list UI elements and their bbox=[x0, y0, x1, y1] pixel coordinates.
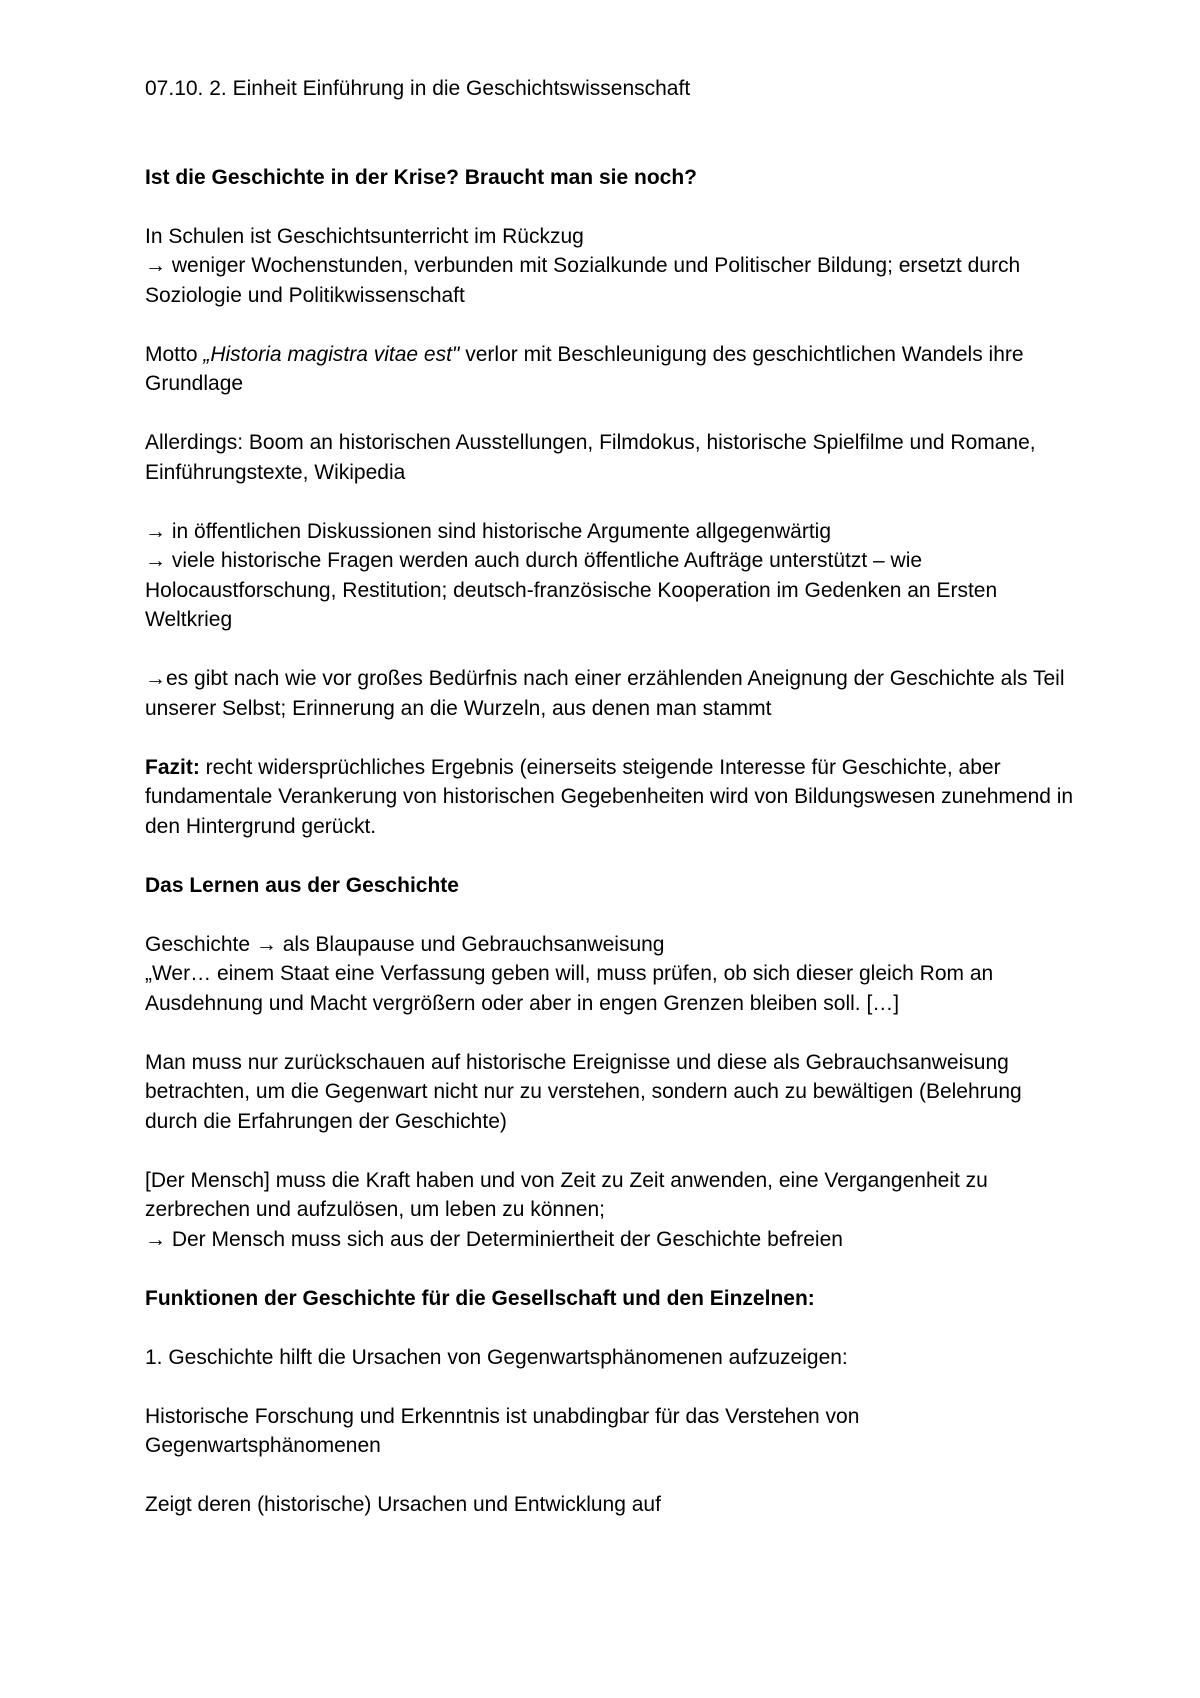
fazit-text: recht widersprüchliches Ergebnis (einerseits steigende Interesse für Geschichte, aber fundamentale Verankerung von historischen Gegebenheiten wird von Bildungswesen zunehmend in den Hintergrund gerückt. bbox=[145, 755, 1074, 838]
paragraph-arguments-line1 bbox=[145, 517, 1080, 547]
heading-funktionen: Funktionen der Geschichte für die Gesellschaft und den Einzelnen: bbox=[145, 1286, 815, 1310]
beduerfnis-text: es gibt nach wie vor großes Bedürfnis nach einer erzählenden Aneignung der Geschichte als Teil unserer Selbst; Erinnerung an die Wurzeln, aus denen man stammt bbox=[145, 667, 1065, 720]
paragraph-blaupause bbox=[145, 930, 1080, 960]
paragraph-mensch-line2 bbox=[145, 1225, 1080, 1255]
paragraph-mensch-line1: [Der Mensch] muss die Kraft haben und von Zeit zu Zeit anwenden, eine Vergangenheit zu zerbrechen und aufzulösen, um leben zu können; bbox=[145, 1168, 988, 1221]
arrow-icon: → bbox=[255, 932, 277, 956]
paragraph-beduerfnis bbox=[145, 664, 1080, 723]
paragraph-schools-line1: In Schulen ist Geschichtsunterricht im Rückzug bbox=[145, 224, 584, 248]
blaupause-prefix: Geschichte bbox=[145, 932, 256, 956]
arguments-text-1: in öffentlichen Diskussionen sind historische Argumente allgegenwärtig bbox=[171, 519, 832, 543]
arrow-icon: → bbox=[145, 667, 166, 690]
paragraph-funktion-1: 1. Geschichte hilft die Ursachen von Gegenwartsphänomenen aufzuzeigen: bbox=[145, 1345, 848, 1369]
motto-quote: „Historia magistra vitae est" bbox=[203, 342, 460, 366]
document-page bbox=[145, 74, 1080, 1549]
heading-lernen: Das Lernen aus der Geschichte bbox=[145, 873, 459, 897]
heading-crisis: Ist die Geschichte in der Krise? Braucht man sie noch? bbox=[145, 165, 697, 189]
paragraph-arguments-line2 bbox=[145, 546, 1080, 635]
paragraph-zurueckschauen: Man muss nur zurückschauen auf historische Ereignisse und diese als Gebrauchsanweisung betrachten, um die Gegenwart nicht nur zu verstehen, sondern auch zu bewältigen (Belehrung durch die Erfahrungen der Geschichte) bbox=[145, 1050, 1022, 1133]
paragraph-fazit bbox=[145, 753, 1080, 842]
arrow-icon: → bbox=[145, 1227, 166, 1251]
arguments-text-2: viele historische Fragen werden auch durch öffentliche Aufträge unterstützt – wie Holocaustforschung, Restitution; deutsch-französische Kooperation im Gedenken an Ersten Weltkrieg bbox=[145, 549, 998, 631]
schools-consequence-text: weniger Wochenstunden, verbunden mit Sozialkunde und Politischer Bildung; ersetzt durch Soziologie und Politikwissenschaft bbox=[145, 254, 1021, 307]
paragraph-allerdings: Allerdings: Boom an historischen Ausstellungen, Filmdokus, historische Spielfilme und Romane, Einführungstexte, Wikipedia bbox=[145, 431, 1036, 484]
paragraph-motto bbox=[145, 340, 1080, 399]
fazit-label: Fazit: bbox=[145, 755, 200, 779]
blaupause-suffix: als Blaupause und Gebrauchsanweisung bbox=[276, 932, 665, 956]
arrow-icon: → bbox=[145, 254, 166, 277]
document-title: 07.10. 2. Einheit Einführung in die Geschichtswissenschaft bbox=[145, 77, 691, 100]
paragraph-schools-line2 bbox=[145, 251, 1080, 310]
paragraph-forschung: Historische Forschung und Erkenntnis ist unabdingbar für das Verstehen von Gegenwartsphänomenen bbox=[145, 1404, 860, 1457]
paragraph-ursachen: Zeigt deren (historische) Ursachen und Entwicklung auf bbox=[145, 1493, 661, 1516]
motto-suffix: verlor mit Beschleunigung des geschichtlichen Wandels ihre Grundlage bbox=[145, 342, 1024, 395]
arrow-icon: → bbox=[145, 519, 166, 543]
arrow-icon: → bbox=[145, 549, 166, 572]
mensch-conclusion-text: Der Mensch muss sich aus der Determiniertheit der Geschichte befreien bbox=[166, 1227, 843, 1251]
motto-prefix: Motto bbox=[145, 342, 204, 366]
paragraph-quote-staat: „Wer… einem Staat eine Verfassung geben will, muss prüfen, ob sich dieser gleich Rom an Ausdehnung und Macht vergrößern oder aber in engen Grenzen bleiben soll. […] bbox=[145, 962, 994, 1015]
